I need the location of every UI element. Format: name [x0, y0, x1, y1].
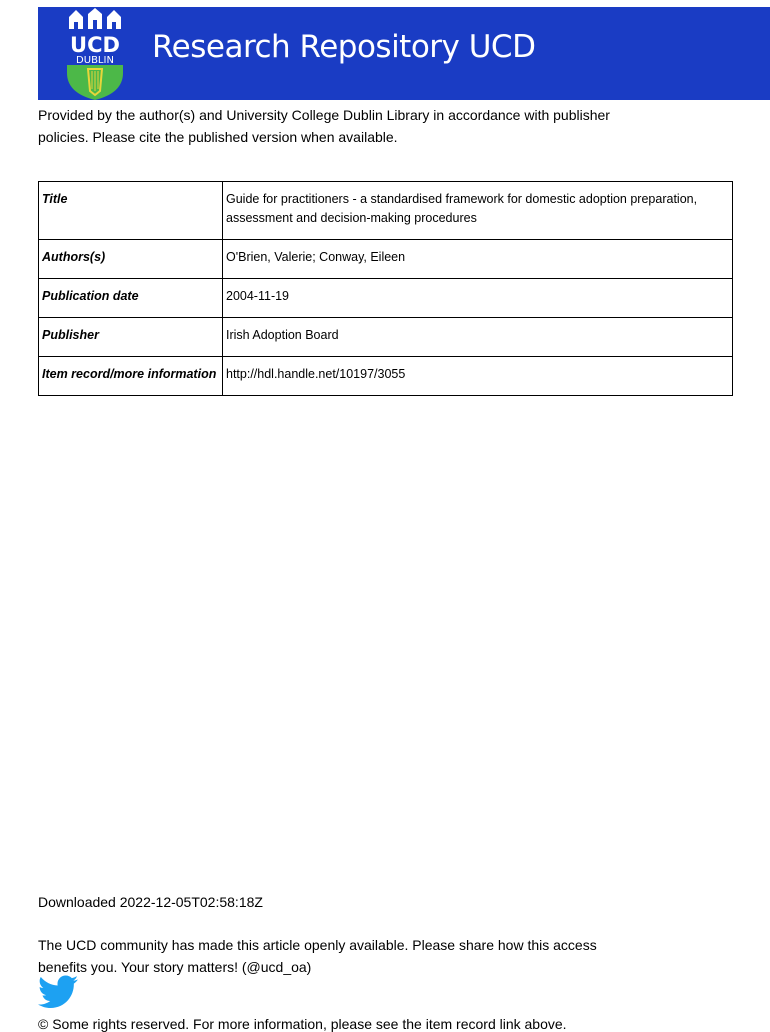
table-row [39, 182, 733, 240]
publication-date-label: Publication date [39, 279, 223, 318]
item-record-link[interactable]: http://hdl.handle.net/10197/3055 [223, 357, 733, 396]
publisher-value: Irish Adoption Board [223, 318, 733, 357]
title-label: Title [39, 182, 223, 240]
twitter-bird-icon[interactable] [38, 975, 78, 1009]
authors-label: Authors(s) [39, 240, 223, 279]
community-message [38, 934, 618, 978]
community-line-2: benefits you. Your story matters! (@ucd_oa) [38, 959, 312, 975]
table-row [39, 318, 733, 357]
table-row [39, 357, 733, 396]
notice-line-1: Provided by the author(s) and University College Dublin Library in accordance with publisher [38, 107, 610, 123]
downloaded-timestamp: Downloaded 2022-12-05T02:58:18Z [38, 894, 263, 910]
title-value-line-1: Guide for practitioners - a standardised framework for domestic adoption preparation, [226, 192, 698, 206]
publisher-label: Publisher [39, 318, 223, 357]
provided-notice [38, 104, 638, 148]
notice-line-2: policies. Please cite the published version when available. [38, 129, 398, 145]
table-row [39, 279, 733, 318]
logo-dublin-text: DUBLIN [76, 55, 114, 66]
item-record-label: Item record/more information [39, 357, 223, 396]
community-line-1: The UCD community has made this article openly available. Please share how this access [38, 937, 597, 953]
authors-value: O'Brien, Valerie; Conway, Eileen [223, 240, 733, 279]
title-value [223, 182, 733, 240]
copyright-notice: © Some rights reserved. For more information, please see the item record link above. [38, 1016, 567, 1032]
banner-title: Research Repository UCD [152, 29, 536, 65]
repository-banner [38, 7, 770, 100]
item-metadata-table [38, 181, 733, 396]
publication-date-value: 2004-11-19 [223, 279, 733, 318]
table-row [39, 240, 733, 279]
ucd-crest-icon [64, 7, 126, 100]
logo-ucd-text: UCD [70, 33, 120, 57]
title-value-line-2: assessment and decision-making procedures [226, 211, 477, 225]
